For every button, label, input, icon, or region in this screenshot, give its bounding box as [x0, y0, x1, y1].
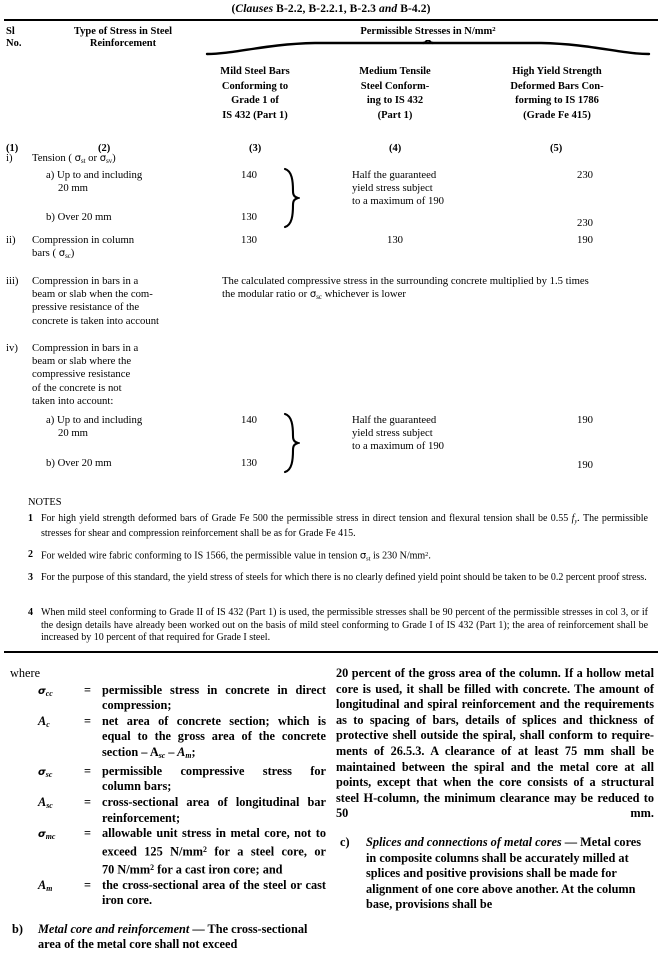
note-text-part1: When mild steel conforming to Grade II of IS 432 (Part 1) is used, the permissible stresses shall be 90 percent of the permissible [41, 607, 560, 618]
cell-col5-a: 190 [576, 414, 594, 426]
definition-line3 [102, 860, 326, 878]
definition-line1: permissible compressive stress for [102, 763, 326, 778]
header-col5-line1: High Yield Strength [512, 66, 602, 77]
am-subscript: m [185, 751, 192, 761]
notes-section [0, 497, 662, 649]
note-item [28, 607, 648, 645]
note-text-part3: 1); the area of reinforcement shall be increased by 10 percent of that required for Grade I steel. [41, 619, 649, 644]
definition-row [8, 795, 326, 826]
sub-item-b: b) Over 20 mm [46, 211, 112, 223]
list-item-c-title: Splices and connections of metal cores [366, 834, 562, 849]
sigma-icon: σ [309, 289, 317, 301]
sigma-subscript: sv [106, 157, 113, 165]
cell-span-line1: The calculated compressive stress in the surrounding concrete multiplied by 1.5 times [222, 275, 589, 287]
cell-col4-line1: Half the guaranteed [352, 414, 437, 426]
equals-sign: = [84, 794, 92, 809]
sigma-icon: σ [38, 766, 46, 778]
row-group-brace [282, 412, 300, 474]
header-col5-line3: forming to IS 1786 [515, 95, 599, 106]
right-paragraph-part1: 20 percent of the gross area of the column. If a hollow metal core is used, it shall be filled with concrete. The amount of longitudinal and spiral reinforcement and the requirements as to spacing of bars, details of splices and thickness of protective shell outside the spiral, shall conform to require- ments of [336, 666, 654, 758]
cell-span-suffix: whichever is lower [321, 288, 406, 301]
sub-item-a-line2: 20 mm [58, 427, 88, 440]
note-number: 1 [28, 513, 33, 524]
table-bottom-rule [4, 651, 658, 653]
clause-and: and [379, 3, 398, 15]
cell-spanning-text [222, 275, 654, 305]
clause-open-paren: ( [231, 3, 236, 15]
note-text-part2: The permissible stresses for shear and compression reinforcement shall be as for Grade Fe 415. [41, 513, 648, 540]
definition-text [102, 795, 326, 826]
definition-symbol [38, 878, 82, 897]
note-text-part2: stresses in col 3, or if the design details have already been worked out on the basis of mild steel conforming to Grade I of IS 432 (Part [41, 607, 649, 631]
header-permissible-superscript: 2 [492, 26, 496, 34]
note-text [41, 549, 648, 566]
row-label-line2: beam or slab when the com- [32, 288, 153, 301]
note-text-part2: is 230 N/mm [370, 550, 426, 562]
header-col4-line2: Steel Conform- [360, 80, 430, 92]
cell-span-line2 [222, 288, 654, 304]
definition-symbol [38, 683, 82, 702]
cell-col3-a: 140 [240, 414, 258, 426]
cell-col4-line2: yield stress subject [352, 427, 433, 440]
sigma-subscript: mc [45, 832, 56, 842]
definition-line2: equal to the gross area of the concrete [102, 729, 326, 744]
row-label-conjunction: or [85, 152, 100, 164]
definition-text [102, 826, 326, 877]
header-type-line2: Reinforcement [89, 38, 157, 49]
definition-line1: cross-sectional area of longitudinal bar [102, 794, 326, 809]
cell-col3-b: 130 [240, 457, 258, 469]
sub-item-a [46, 169, 226, 195]
cell-col4-line3: to a maximum of 190 [352, 195, 445, 208]
sub-item-a-line2: 20 mm [58, 182, 88, 195]
header-col3-line1: Mild Steel Bars [220, 66, 290, 77]
list-item-b-body: The cross-sectional area of the metal core shall not exceed [38, 921, 308, 952]
asc-subscript: sc [158, 751, 166, 761]
row-group-brace [282, 167, 300, 229]
header-no: No. [6, 38, 22, 49]
definition-line2: compression; [102, 698, 172, 713]
header-col3-line3: Grade 1 of [231, 95, 279, 106]
cell-col5-b: 190 [576, 459, 594, 471]
note-text [41, 513, 648, 541]
sub-item-b: b) Over 20 mm [46, 457, 112, 469]
definition-line2: reinforcement; [102, 810, 181, 825]
list-item-c-body: Metal cores in composite columns shall be accurately milled at splices and positive provisions shall be made for alignment of one core above another. At the column base, provisions shall be [366, 834, 642, 912]
row-label-line5: taken into account: [32, 394, 114, 407]
definition-symbol [38, 826, 82, 845]
sub-item-a-line1: a) Up to and including [46, 414, 143, 426]
definition-line2: iron core. [102, 893, 153, 908]
header-col4-line1: Medium Tensile [359, 66, 431, 77]
clause-italic-word: Clauses [235, 3, 274, 15]
row-number-i: i) [6, 152, 13, 164]
table-body [0, 139, 662, 497]
cell-col3: 130 [240, 234, 258, 246]
fy-symbol: f [571, 513, 575, 524]
area-symbol: A [38, 713, 47, 728]
header-col4-line4: (Part 1) [377, 109, 413, 121]
list-marker-b: b) [12, 921, 23, 936]
header-column-5 [472, 65, 642, 123]
definition-symbol [38, 795, 82, 814]
equals-sign: = [84, 713, 92, 728]
definition-line2-text: exceed 125 N/mm [102, 844, 203, 859]
definition-line3-mid: – A [165, 744, 186, 759]
clause-codes: B-2.2, B-2.2.1, B-2.3 [273, 3, 380, 15]
header-col3-line2: Conforming to [221, 80, 289, 92]
area-symbol: A [38, 877, 47, 892]
header-group-brace [205, 40, 651, 56]
notes-title: NOTES [28, 497, 62, 508]
row-label-bars: bars ( [32, 247, 59, 260]
header-permissible-text: Permissible Stresses in N/mm [360, 26, 493, 37]
cell-col4: 130 [386, 234, 404, 246]
header-type-line1: Type of Stress in Steel [73, 26, 173, 37]
sigma-subscript: st [366, 555, 371, 563]
definition-row [8, 714, 326, 764]
note-superscript: 2 [425, 551, 429, 558]
row-label-line4: concrete is taken into account [32, 314, 160, 327]
sigma-icon: σ [99, 153, 107, 164]
equals-sign: = [84, 682, 92, 697]
header-column-3 [196, 65, 314, 123]
fy-subscript: y [574, 517, 578, 525]
definition-list [8, 683, 326, 909]
definition-line3-text: 70 N/mm [102, 861, 151, 876]
row-label-line2: beam or slab where the [32, 355, 132, 368]
definition-text [102, 714, 326, 764]
note-item [28, 549, 648, 566]
list-item-c [336, 835, 654, 913]
row-label-compression-column [32, 234, 212, 263]
row-label-line1: Compression in column [32, 234, 135, 246]
sigma-icon: σ [38, 829, 46, 841]
area-symbol: A [38, 794, 47, 809]
definition-line3-tail: for a cast iron core; and [154, 861, 283, 876]
clause-tail: B-4.2) [397, 3, 431, 15]
sub-item-a-line1: a) Up to and including [46, 169, 143, 181]
row-number-iii: iii) [6, 275, 19, 287]
area-subscript: m [46, 883, 53, 893]
sigma-subscript: sc [65, 253, 71, 261]
unit-superscript: 2 [202, 844, 207, 854]
note-text-period: . [428, 550, 431, 562]
column-number-2: (2) [98, 143, 111, 154]
two-column-body [0, 666, 662, 979]
header-col4-line3: ing to IS 432 [366, 95, 424, 106]
header-col5-line2: Deformed Bars Con- [510, 80, 604, 92]
row-label-line1: Compression in bars in a [32, 275, 139, 287]
header-type-of-stress [48, 26, 198, 50]
clause-reference [0, 0, 662, 15]
list-marker-c: c) [340, 834, 350, 849]
definition-line1: permissible stress in concrete in direct [102, 682, 326, 697]
definition-line1: allowable unit stress in metal core, not to [102, 826, 326, 841]
cell-col4-text [352, 414, 532, 454]
row-label-close-paren: ) [112, 152, 116, 164]
where-label: where [10, 666, 41, 680]
row-label-line4: of the concrete is not [32, 381, 122, 394]
note-text [41, 572, 648, 585]
definition-row [8, 826, 326, 877]
column-number-4: (4) [389, 143, 402, 154]
row-label-line1: Compression in bars in a [32, 342, 139, 354]
list-item-b-text [38, 922, 307, 952]
list-item-b [8, 922, 326, 953]
note-number: 3 [28, 572, 33, 583]
definition-line1: net area of concrete section; which is [102, 713, 326, 728]
cell-col5-b: 230 [576, 217, 594, 229]
sigma-icon: σ [58, 248, 66, 260]
definition-line3 [102, 745, 326, 764]
column-number-3: (3) [249, 143, 262, 154]
header-sl-no [6, 26, 21, 50]
row-number-ii: ii) [6, 234, 16, 246]
table-header [0, 21, 662, 154]
equals-sign: = [84, 877, 92, 892]
header-col3-line4: IS 432 (Part 1) [222, 109, 288, 121]
right-paragraph-part2: . A clearance of at least 75 mm shall be maintained between the spiral and the metal core at all points, except that when the core consists of a structural steel H-column, the minimum clearance may be reduced to 50 mm. [336, 743, 654, 821]
definition-text [102, 878, 326, 909]
clause-reference-link[interactable]: 26.5.3 [390, 743, 422, 758]
definition-line2: column bars; [102, 779, 172, 794]
row-label-text: Tension ( [32, 152, 75, 164]
row-label-line3: compressive resistance [32, 368, 131, 381]
list-item-c-text [366, 835, 641, 911]
equals-sign: = [84, 826, 92, 841]
definition-row [8, 764, 326, 795]
column-number-5: (5) [550, 143, 563, 154]
cell-col4-text [352, 169, 532, 209]
right-column [336, 666, 654, 913]
row-label-line3: pressive resistance of the [32, 301, 140, 314]
right-paragraph [336, 666, 654, 822]
cell-col4-line3: to a maximum of 190 [352, 440, 445, 453]
definition-line1: the cross-sectional area of the steel or cast [102, 877, 326, 892]
definition-line2-mid: for a steel core, or [206, 844, 326, 859]
row-label-line2 [32, 247, 212, 263]
sigma-subscript: cc [45, 688, 53, 698]
note-text-period: . [577, 513, 580, 524]
note-item [28, 572, 648, 585]
header-column-4 [330, 65, 460, 123]
definition-text [102, 764, 326, 795]
sigma-icon: σ [38, 685, 46, 697]
note-number: 4 [28, 607, 33, 618]
em-dash: — [561, 834, 581, 849]
definition-symbol [38, 714, 82, 733]
header-permissible-stresses [200, 26, 656, 37]
area-subscript: c [46, 719, 50, 729]
cell-col3-b: 130 [240, 211, 258, 223]
list-item-b-title: Metal core and reinforcement [38, 921, 190, 936]
cell-col4-line1: Half the guaranteed [352, 169, 437, 181]
row-label-compression-beam-with [32, 275, 212, 328]
row-number-iv: iv) [6, 342, 18, 354]
definition-line3-end: ; [191, 744, 196, 759]
note-text-part1: For high yield strength deformed bars of Grade Fe 500 the permissible stress in direct tension and flexural tension shall be 0.55 [41, 513, 572, 524]
header-col5-line4: (Grade Fe 415) [523, 109, 591, 121]
sub-item-a [46, 414, 226, 440]
left-column [8, 666, 326, 953]
area-subscript: sc [46, 801, 53, 811]
note-text-part2: 0.2 percent proof stress. [550, 572, 647, 583]
cell-col5: 190 [576, 234, 594, 246]
em-dash: — [189, 921, 208, 936]
sigma-subscript: sc [45, 769, 53, 779]
definition-row [8, 878, 326, 909]
sigma-subscript: sc [316, 294, 322, 302]
row-label-tension [32, 152, 212, 168]
sigma-icon: σ [74, 153, 81, 164]
note-text-part1: For welded wire fabric conforming to IS 1566, the permissible value in tension [41, 550, 360, 562]
row-label-compression-beam-without [32, 342, 212, 408]
definition-symbol [38, 764, 82, 783]
note-text-part1: For the purpose of this standard, the yield stress of steels for which there is no clearly defined yield point should be taken to be [41, 572, 549, 583]
sigma-icon: σ [359, 550, 367, 562]
definition-row [8, 683, 326, 714]
note-text [41, 607, 648, 645]
definition-line2 [102, 842, 326, 860]
equals-sign: = [84, 763, 92, 778]
column-number-1: (1) [6, 143, 19, 154]
header-sl: Sl [6, 26, 15, 37]
cell-span-prefix: the modular ratio or [222, 288, 310, 301]
sigma-subscript: st [80, 157, 86, 165]
definition-text [102, 683, 326, 714]
note-number: 2 [28, 549, 33, 560]
row-label-close-paren: ) [70, 247, 75, 260]
cell-col3-a: 140 [240, 169, 258, 181]
unit-superscript: 2 [150, 862, 155, 872]
note-item [28, 513, 648, 541]
definition-line3-text: section – A [102, 744, 159, 759]
cell-col5-a: 230 [576, 169, 594, 181]
cell-col4-line2: yield stress subject [352, 182, 433, 195]
